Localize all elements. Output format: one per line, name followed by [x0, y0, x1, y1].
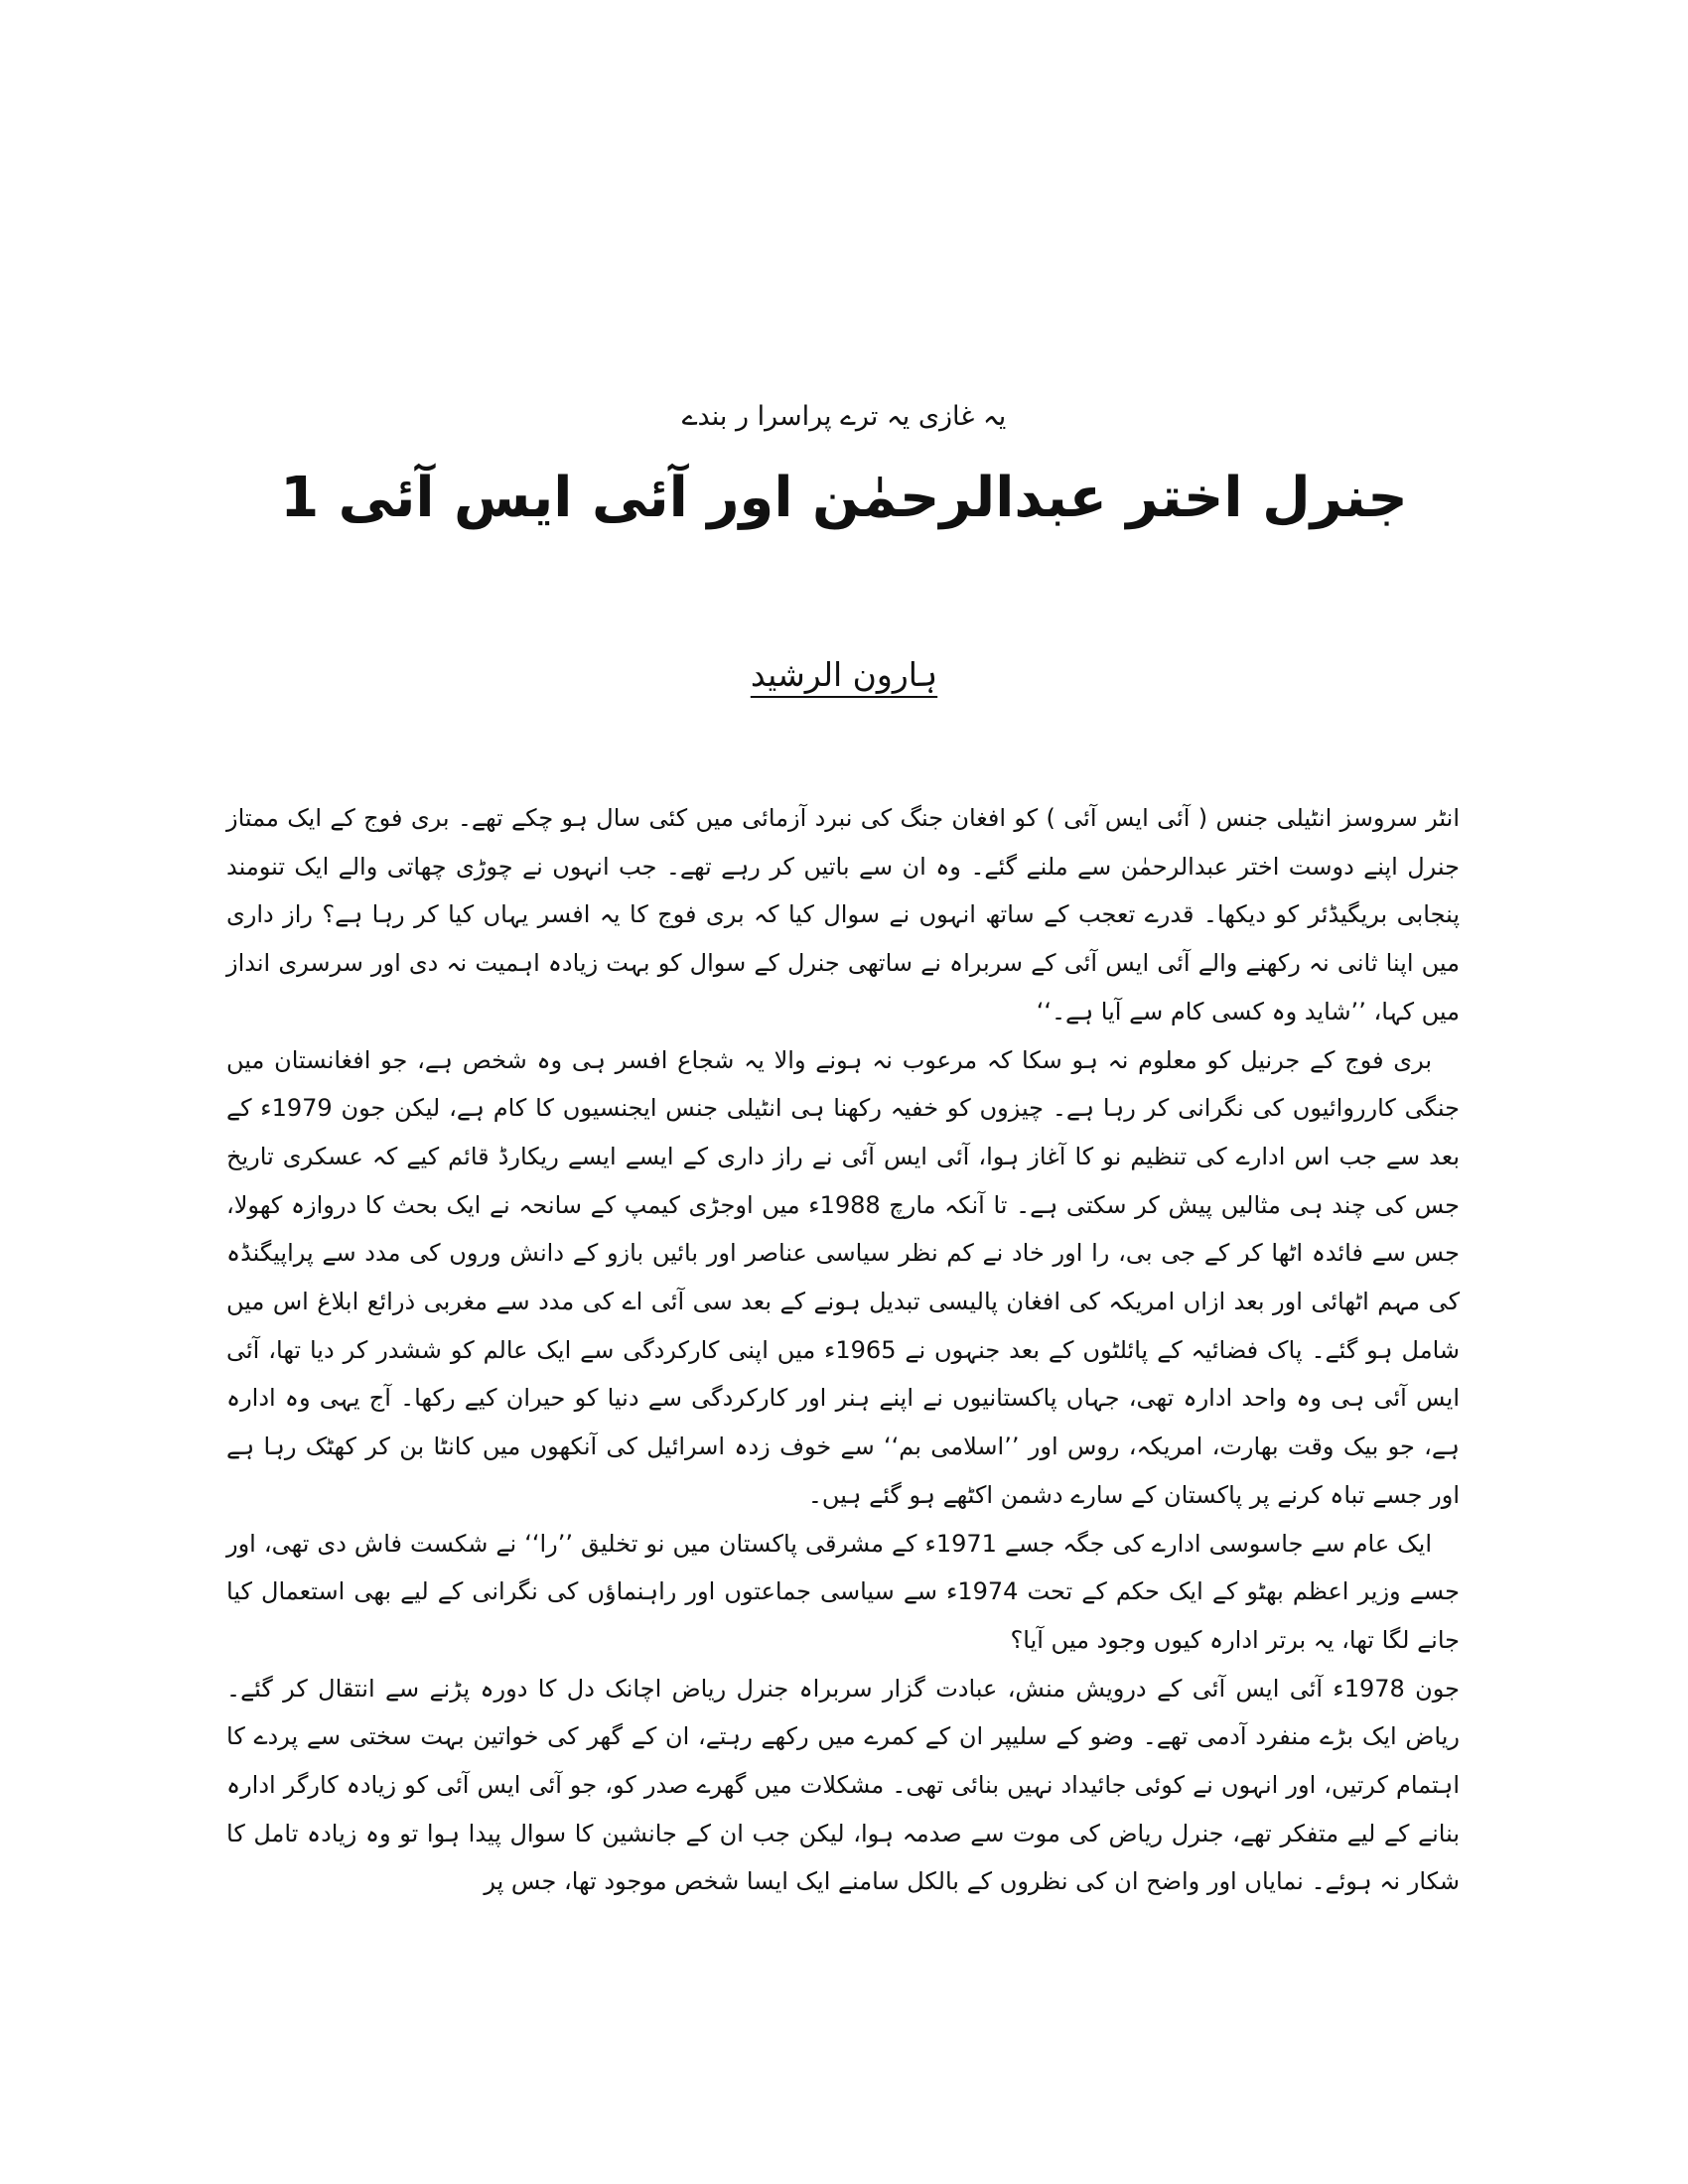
paragraph-4: جون 1978ء آئی ایس آئی کے درویش منش، عبادت گزار سربراہ جنرل ریاض اچانک دل کا دورہ پڑنے سے انتقال کر گئے۔ ریاض ایک بڑے منفرد آدمی تھے۔ وضو کے سلیپر ان کے کمرے میں رکھے رہتے، ان کے گھر کی خواتین بہت سختی سے پردے کا اہتمام کرتیں، اور انہوں نے کوئی جائیداد نہیں بنائی تھی۔ مشکلات میں گھرے صدر کو، جو آئی ایس آئی کو زیادہ کارگر ادارہ بنانے کے لیے متفکر تھے، جنرل ریاض کی موت سے صدمہ ہوا، لیکن جب ان کے جانشین کا سوال پیدا ہوا تو وہ زیادہ تامل کا شکار نہ ہوئے۔ نمایاں اور واضح ان کی نظروں کے بالکل سامنے ایک ایسا شخص موجود تھا، جس پر [226, 1674, 1460, 1896]
series-heading: یہ غازی یہ ترے پراسرا ر بندے [681, 401, 1007, 432]
paragraph-1: انٹر سروسز انٹیلی جنس ( آئی ایس آئی ) کو افغان جنگ کی نبرد آزمائی میں کئی سال ہو چکے تھے۔ بری فوج کے ایک ممتاز جنرل اپنے دوست اختر عبدالرحمٰن سے ملنے گئے۔ وہ ان سے باتیں کر رہے تھے۔ جب انہوں نے چوڑی چھاتی والے ایک تنومند پنجابی بریگیڈئر کو دیکھا۔ قدرے تعجب کے ساتھ انہوں نے سوال کیا کہ بری فوج کا یہ افسر یہاں کیا کر رہا ہے؟ راز داری میں اپنا ثانی نہ رکھنے والے آئی ایس آئی کے سربراہ نے ساتھی جنرل کے سوال کو بہت زیادہ اہمیت نہ دی اور سرسری انداز میں کہا، ’’شاید وہ کسی کام سے آیا ہے۔‘‘ [226, 804, 1460, 1025]
article-title: جنرل اختر عبدالرحمٰن اور آئی ایس آئی 1 [280, 466, 1408, 530]
article-body [226, 794, 1460, 1906]
author-byline [0, 650, 1688, 700]
author-name: ہارون الرشید [750, 655, 938, 694]
paragraph-2: بری فوج کے جرنیل کو معلوم نہ ہو سکا کہ مرعوب نہ ہونے والا یہ شجاع افسر ہی وہ شخص ہے، جو افغانستان میں جنگی کارروائیوں کی نگرانی کر رہا ہے۔ چیزوں کو خفیہ رکھنا ہی انٹیلی جنس ایجنسیوں کا کام ہے، لیکن جون 1979ء کے بعد سے جب اس ادارے کی تنظیم نو کا آغاز ہوا، آئی ایس آئی نے راز داری کے ایسے ایسے ریکارڈ قائم کیے کہ عسکری تاریخ جس کی چند ہی مثالیں پیش کر سکتی ہے۔ تا آنکہ مارچ 1988ء میں اوجڑی کیمپ کے سانحہ نے ایک بحث کا دروازہ کھولا، جس سے فائدہ اٹھا کر کے جی بی، را اور خاد نے کم نظر سیاسی عناصر اور بائیں بازو کے دانش وروں کی مدد سے پراپیگنڈہ کی مہم اٹھائی اور بعد ازاں امریکہ کی افغان پالیسی تبدیل ہونے کے بعد سی آئی اے کی مدد سے مغربی ذرائع ابلاغ اس میں شامل ہو گئے۔ پاک فضائیہ کے پائلٹوں کے بعد جنہوں نے 1965ء میں اپنی کارکردگی سے ایک عالم کو ششدر کر دیا تھا، آئی ایس آئی ہی وہ واحد ادارہ تھی، جہاں پاکستانیوں نے اپنے ہنر اور کارکردگی سے دنیا کو حیران کیے رکھا۔ آج یہی وہ ادارہ ہے، جو بیک وقت بھارت، امریکہ، روس اور ’’اسلامی بم‘‘ سے خوف زدہ اسرائیل کی آنکھوں میں کانٹا بن کر کھٹک رہا ہے اور جسے تباہ کرنے پر پاکستان کے سارے دشمن اکٹھے ہو گئے ہیں۔ [226, 1045, 1461, 1509]
paragraph-3: ایک عام سے جاسوسی ادارے کی جگہ جسے 1971ء کے مشرقی پاکستان میں نو تخلیق ’’را‘‘ نے شکست فاش دی تھی، اور جسے وزیر اعظم بھٹو کے ایک حکم کے تحت 1974ء سے سیاسی جماعتوں اور راہنماؤں کی نگرانی کے لیے بھی استعمال کیا جانے لگا تھا، یہ برتر ادارہ کیوں وجود میں آیا؟ [226, 1529, 1460, 1654]
